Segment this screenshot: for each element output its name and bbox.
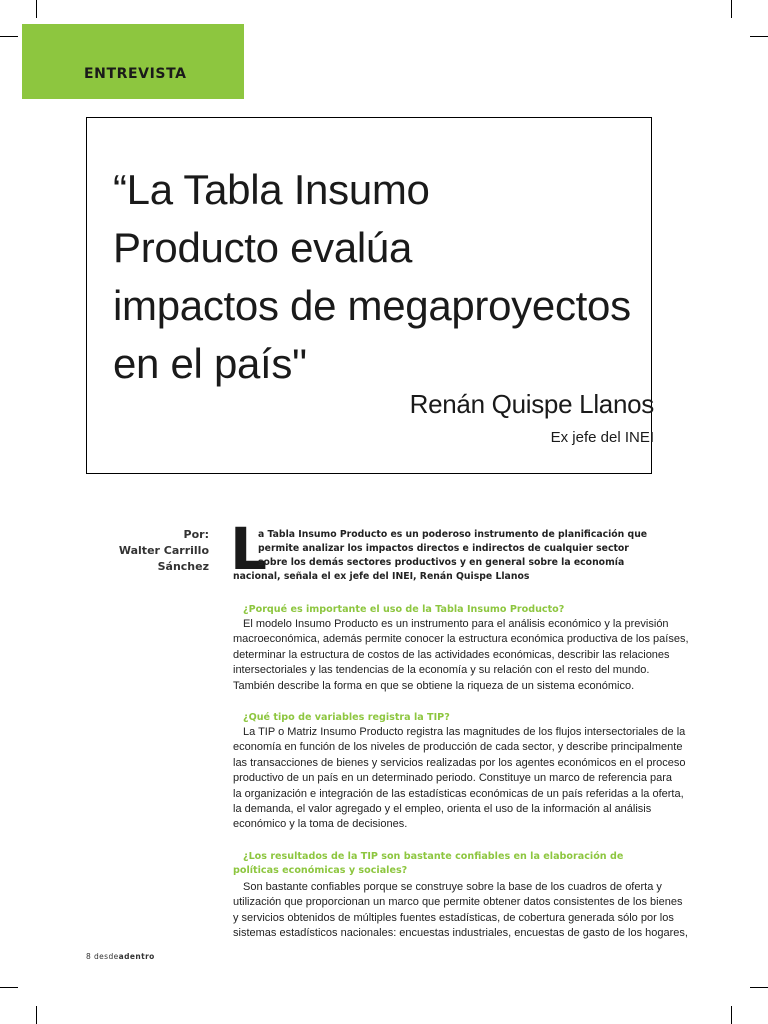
question-heading [233, 850, 653, 878]
crop-mark [36, 0, 37, 18]
interviewee-role: Ex jefe del INEI [550, 429, 654, 446]
question-heading: ¿Qué tipo de variables registra la TIP? [243, 712, 450, 723]
answer-line: determinar la estructura de costos de las actividades económicas, describir las relaciones [233, 648, 670, 661]
publication-name-prefix: desde [93, 952, 119, 961]
interviewee-name: Renán Quispe Llanos [409, 389, 654, 419]
answer-line: macroeconómica, además permite conocer la estructura económica productiva de los países, [233, 633, 689, 646]
lead-paragraph [233, 528, 651, 584]
headline-line: Producto evalúa [113, 224, 413, 271]
crop-mark [750, 987, 768, 988]
question-line: ¿Los resultados de la TIP son bastante confiables en la elaboración de [243, 851, 624, 862]
answer-line: El modelo Insumo Producto es un instrumento para el análisis económico y la previsión [243, 618, 669, 630]
lead-line: nacional, señala el ex jefe del INEI, Renán Quispe Llanos [233, 571, 530, 582]
crop-mark [0, 36, 18, 37]
lead-line: permite analizar los impactos directos e indirectos de cualquier sector [258, 543, 629, 554]
answer-line: económico y la toma de decisiones. [233, 818, 408, 831]
byline-prefix: Por: [183, 528, 209, 541]
answer-line: La TIP o Matriz Insumo Producto registra las magnitudes de los flujos intersectoriales de la [243, 726, 686, 738]
answer-line: También describe la forma en que se obtiene la riqueza de un sistema económico. [233, 679, 635, 692]
answer-line: la demanda, el valor agregado y el empleo, orienta el uso de la información al análisis [233, 803, 652, 816]
drop-cap: L [230, 515, 267, 583]
byline-author: Walter Carrillo [118, 544, 209, 557]
answer-line: utilización que proporcionan un marco que permite obtener datos consistentes de los bienes [233, 896, 683, 909]
headline-line: impactos de megaproyectos [113, 282, 631, 329]
page-footer [86, 952, 155, 961]
crop-mark [750, 36, 768, 37]
question-heading: ¿Porqué es importante el uso de la Tabla Insumo Producto? [243, 604, 565, 615]
lead-line: a Tabla Insumo Producto es un poderoso instrumento de planificación que [258, 529, 648, 540]
crop-mark [731, 1006, 732, 1024]
question-line: políticas económicas y sociales? [233, 865, 408, 876]
answer-line: la organización e integración de las estadísticas económicas de un país referidas a la oferta, [233, 787, 684, 800]
answer-line: productivo de un país en un determinado periodo. Constituye un marco de referencia para [233, 772, 673, 785]
answer-line: sistemas estadísticos nacionales: encuestas industriales, encuestas de gasto de los hogares, [233, 927, 688, 940]
crop-mark [731, 0, 732, 18]
section-label: ENTREVISTA [84, 66, 187, 82]
crop-mark [36, 1006, 37, 1024]
answer-line: y servicios obtenidos de múltiples fuentes estadísticas, de cobertura generada sólo por los [233, 911, 674, 924]
answer-line: Son bastante confiables porque se construye sobre la base de los cuadros de oferta y [243, 881, 662, 893]
answer-paragraph [233, 617, 689, 694]
answer-paragraph [233, 725, 686, 833]
crop-mark [0, 987, 18, 988]
lead-line: sobre los demás sectores productivos y en general sobre la economía [258, 557, 625, 568]
answer-line: intersectoriales y las tendencias de la economía y su relación con el resto del mundo. [233, 664, 650, 677]
answer-paragraph [233, 880, 688, 942]
publication-name-suffix: adentro [118, 952, 155, 961]
byline [119, 527, 209, 575]
headline-line: “La Tabla Insumo [113, 166, 430, 213]
byline-author: Sánchez [157, 560, 209, 573]
answer-line: las transacciones de bienes y servicios realizadas por los agentes económicos en el proceso [233, 756, 686, 769]
section-tab [22, 24, 244, 99]
headline [113, 161, 673, 393]
page-number: 8 [86, 952, 92, 961]
answer-line: economía en función de los niveles de producción de cada sector, y describe principalmente [233, 741, 683, 754]
headline-line: en el país" [113, 340, 307, 387]
